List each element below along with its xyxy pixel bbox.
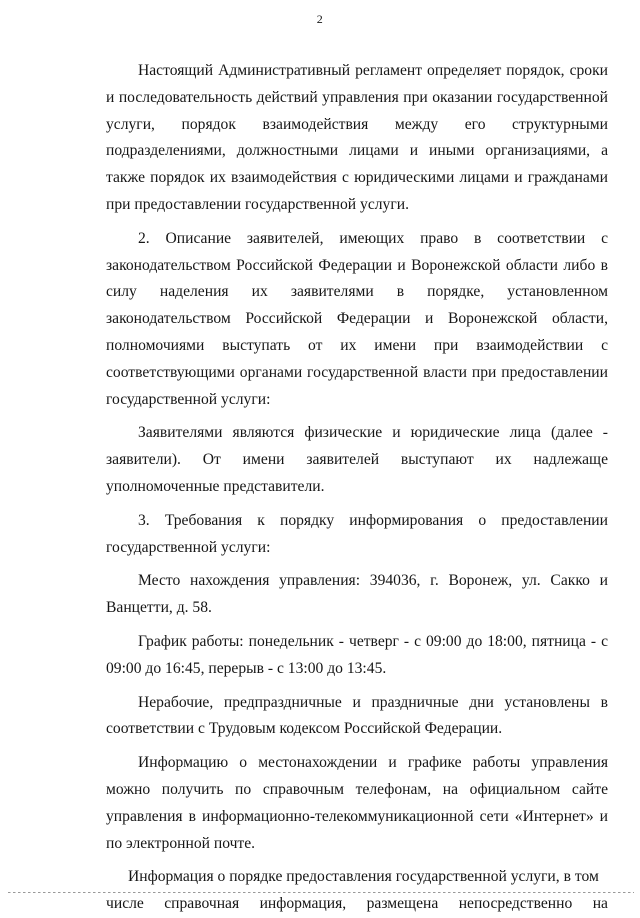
word: непосредственно bbox=[458, 895, 573, 913]
paragraph-informing-requirements: 3. Требования к порядку информирования о предоставлении государственной услуги: bbox=[106, 511, 608, 556]
document-body bbox=[106, 58, 608, 918]
paragraph-applicants-description: 2. Описание заявителей, имеющих право в соответствии с законодательством Российской Федерации и Воронежской области либо в силу наделения их заявителями в порядке, установленном законодательством Российской Федерации и Воронежской области, полномочиями выступать от их имени при взаимодействии с соответствующими органами государственной власти при предоставлении государственной услуги: bbox=[106, 229, 608, 408]
paragraph-applicants: Заявителями являются физические и юридические лица (далее - заявители). От имени заявителей выступают их надлежаще уполномоченные представители. bbox=[106, 424, 608, 495]
word: информация, bbox=[259, 895, 347, 913]
bottom-dotted-rule bbox=[8, 892, 634, 893]
paragraph-schedule: График работы: понедельник - четверг - с 09:00 до 18:00, пятница - с 09:00 до 16:45, перерыв - с 13:00 до 13:45. bbox=[106, 632, 608, 677]
word: размещена bbox=[366, 895, 439, 913]
word: справочная bbox=[164, 895, 240, 913]
paragraph-location: Место нахождения управления: 394036, г. Воронеж, ул. Сакко и Ванцетти, д. 58. bbox=[106, 572, 608, 617]
paragraph-intro: Настоящий Административный регламент определяет порядок, сроки и последовательность действий управления при оказании государственной услуги, порядок взаимодействия между его структурными подразделениями, должностными лицами и иными организациями, а также порядок их взаимодействия с юридическими лицами и гражданами при предоставлении государственной услуги. bbox=[106, 62, 608, 213]
paragraph-holidays: Нерабочие, предпраздничные и праздничные дни установлены в соответствии с Трудовым кодексом Российской Федерации. bbox=[106, 693, 608, 738]
word: числе bbox=[106, 895, 144, 913]
paragraph-line-justified bbox=[106, 891, 608, 918]
paragraph-line: Информация о порядке предоставления государственной услуги, в том bbox=[128, 868, 599, 886]
word: на bbox=[592, 895, 608, 913]
page-number: 2 bbox=[316, 12, 324, 26]
paragraph-contact-info: Информацию о местонахождении и графике работы управления можно получить по справочным телефонам, на официальном сайте управления в информационно-телекоммуникационной сети «Интернет» и по электронной почте. bbox=[106, 754, 608, 852]
